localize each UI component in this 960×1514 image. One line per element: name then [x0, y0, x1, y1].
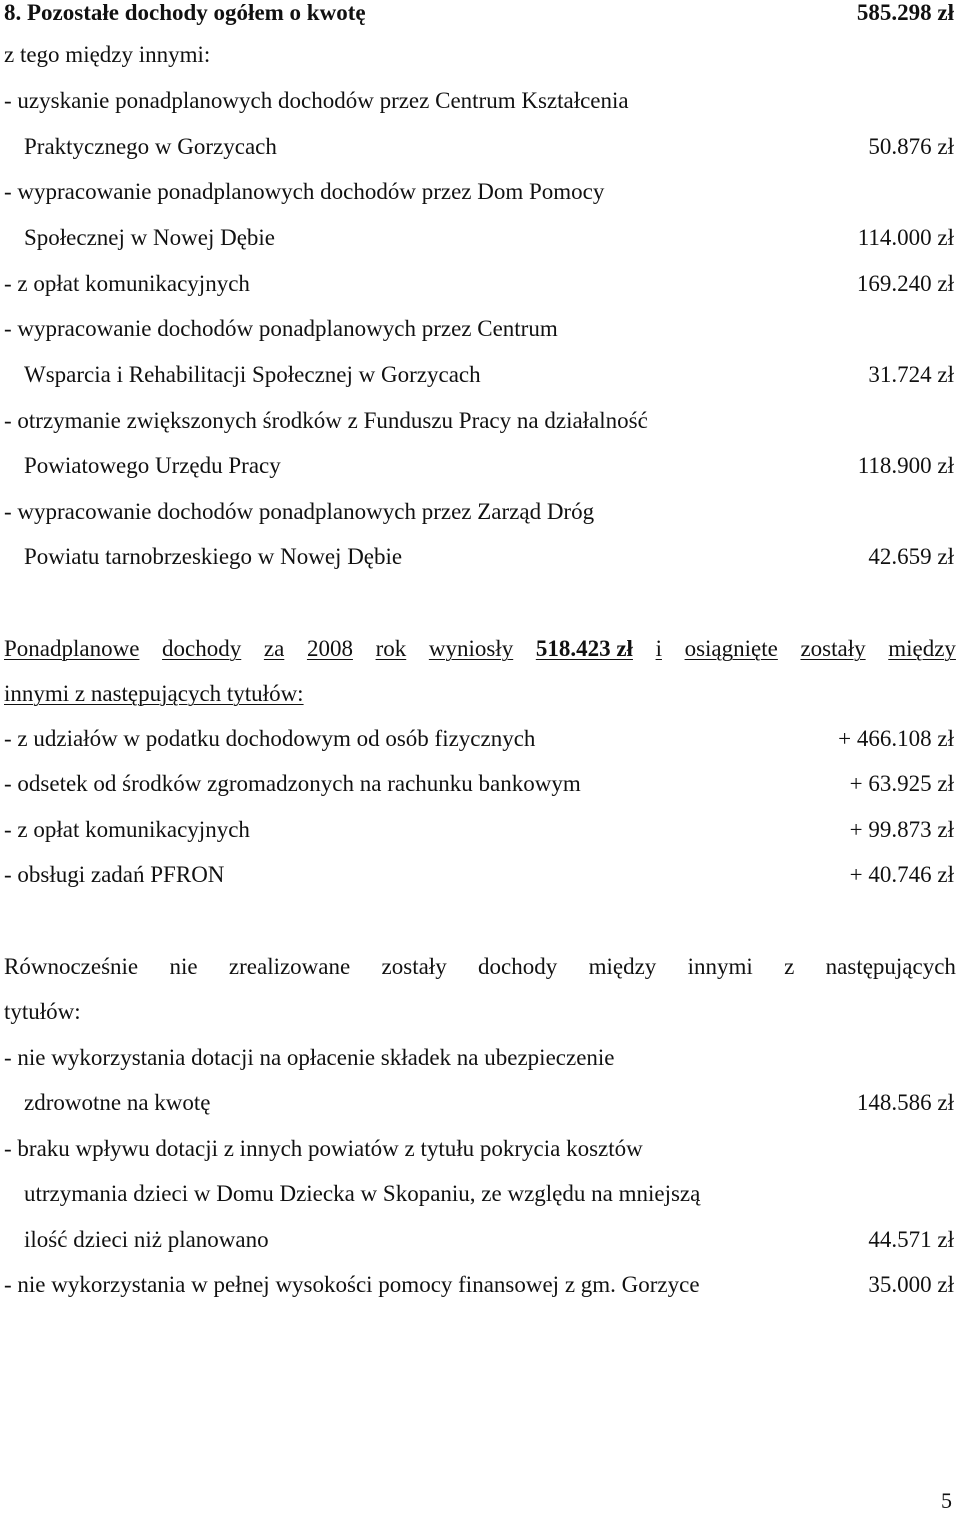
surplus-item-label: - odsetek od środków zgromadzonych na rachunku bankowym — [4, 771, 581, 796]
list-item-amount: 169.240 zł — [856, 271, 954, 296]
section-heading-text: 8. Pozostałe dochody ogółem o kwotę — [4, 0, 366, 25]
list-item-text: Praktycznego w Gorzycach — [24, 134, 277, 159]
list-item-text: Wsparcia i Rehabilitacji Społecznej w Gorzycach — [24, 362, 481, 387]
paragraph-word: za — [263, 636, 285, 661]
paragraph-word: innymi — [687, 954, 753, 979]
paragraph-word: 2008 — [306, 636, 353, 661]
list-item-continuation — [24, 223, 954, 253]
paragraph-word: zrealizowane — [228, 954, 351, 979]
paragraph-word: osiągnięte — [684, 636, 778, 661]
shortfall-item-continuation — [24, 1088, 954, 1118]
surplus-item-amount: + 466.108 zł — [838, 726, 954, 751]
section-intro-text: z tego między innymi: — [4, 42, 211, 67]
surplus-item-label: - z udziałów w podatku dochodowym od osób fizycznych — [4, 726, 536, 751]
paragraph-word: rok — [375, 636, 407, 661]
shortfall-paragraph-line1 — [4, 952, 956, 982]
shortfall-item-text: zdrowotne na kwotę — [24, 1090, 211, 1115]
paragraph-text: tytułów: — [4, 999, 81, 1024]
paragraph-word: dochody — [478, 954, 558, 979]
surplus-item-amount: + 40.746 zł — [849, 862, 954, 887]
list-item-continuation — [24, 451, 954, 481]
shortfall-item-text: - nie wykorzystania w pełnej wysokości pomocy finansowej z gm. Gorzyce — [4, 1272, 700, 1297]
surplus-item — [4, 769, 954, 799]
shortfall-item-amount: 44.571 zł — [868, 1227, 954, 1252]
list-item-amount: 118.900 zł — [857, 453, 954, 478]
list-item-text: Powiatu tarnobrzeskiego w Nowej Dębie — [24, 544, 403, 569]
list-item — [4, 86, 954, 116]
list-item-text: - otrzymanie zwiększonych środków z Funduszu Pracy na działalność — [4, 408, 648, 433]
shortfall-item-text: utrzymania dzieci w Domu Dziecka w Skopaniu, ze względu na mniejszą — [24, 1181, 701, 1206]
list-item-text: - wypracowanie ponadplanowych dochodów przez Dom Pomocy — [4, 179, 605, 204]
list-item — [4, 177, 954, 207]
list-item-text: - uzyskanie ponadplanowych dochodów przez Centrum Kształcenia — [4, 88, 629, 113]
shortfall-item-amount: 35.000 zł — [868, 1272, 954, 1297]
shortfall-item-text: ilość dzieci niż planowano — [24, 1227, 269, 1252]
paragraph-word: wyniosły — [428, 636, 514, 661]
list-item-text: - wypracowanie dochodów ponadplanowych przez Zarząd Dróg — [4, 499, 595, 524]
surplus-item — [4, 815, 954, 845]
paragraph-word: następujących — [825, 954, 956, 979]
shortfall-paragraph-line2 — [4, 997, 954, 1027]
surplus-paragraph-line2 — [4, 679, 954, 709]
list-item-text: Powiatowego Urzędu Pracy — [24, 453, 281, 478]
surplus-item — [4, 860, 954, 890]
paragraph-word: zostały — [800, 636, 866, 661]
surplus-item-amount: + 99.873 zł — [849, 817, 954, 842]
paragraph-word: zostały — [381, 954, 447, 979]
paragraph-word: Równocześnie — [4, 954, 139, 979]
list-item — [4, 314, 954, 344]
shortfall-item-continuation — [24, 1225, 954, 1255]
list-item-amount: 42.659 zł — [868, 544, 954, 569]
paragraph-word: nie — [169, 954, 198, 979]
page-number: 5 — [941, 1488, 952, 1513]
list-item — [4, 269, 954, 299]
shortfall-item-text: - braku wpływu dotacji z innych powiatów z tytułu pokrycia kosztów — [4, 1136, 643, 1161]
list-item-amount: 114.000 zł — [857, 225, 954, 250]
shortfall-item — [4, 1134, 954, 1164]
shortfall-item — [4, 1270, 954, 1300]
surplus-item — [4, 724, 954, 754]
surplus-item-label: - obsługi zadań PFRON — [4, 862, 225, 887]
surplus-total-amount: 518.423 zł — [535, 636, 633, 661]
paragraph-word: między — [888, 636, 956, 661]
list-item — [4, 497, 954, 527]
paragraph-word: między — [588, 954, 657, 979]
list-item — [4, 406, 954, 436]
section-intro — [4, 40, 954, 70]
surplus-paragraph-line1 — [4, 634, 956, 664]
shortfall-item-text: - nie wykorzystania dotacji na opłacenie składek na ubezpieczenie — [4, 1045, 615, 1070]
paragraph-word: Ponadplanowe — [4, 636, 140, 661]
shortfall-item — [4, 1043, 954, 1073]
section-heading-amount: 585.298 zł — [856, 0, 954, 25]
list-item-continuation — [24, 542, 954, 572]
paragraph-word: z — [784, 954, 795, 979]
list-item-amount: 31.724 zł — [868, 362, 954, 387]
list-item-text: - wypracowanie dochodów ponadplanowych przez Centrum — [4, 316, 558, 341]
shortfall-item-amount: 148.586 zł — [856, 1090, 954, 1115]
paragraph-text: innymi z następujących tytułów: — [4, 681, 304, 706]
surplus-item-label: - z opłat komunikacyjnych — [4, 817, 250, 842]
surplus-item-amount: + 63.925 zł — [849, 771, 954, 796]
list-item-amount: 50.876 zł — [868, 134, 954, 159]
paragraph-word: i — [655, 636, 662, 661]
list-item-continuation — [24, 132, 954, 162]
list-item-text: - z opłat komunikacyjnych — [4, 271, 250, 296]
section-heading — [4, 0, 954, 28]
list-item-continuation — [24, 360, 954, 390]
paragraph-word: dochody — [162, 636, 242, 661]
shortfall-item-continuation — [24, 1179, 954, 1209]
list-item-text: Społecznej w Nowej Dębie — [24, 225, 276, 250]
